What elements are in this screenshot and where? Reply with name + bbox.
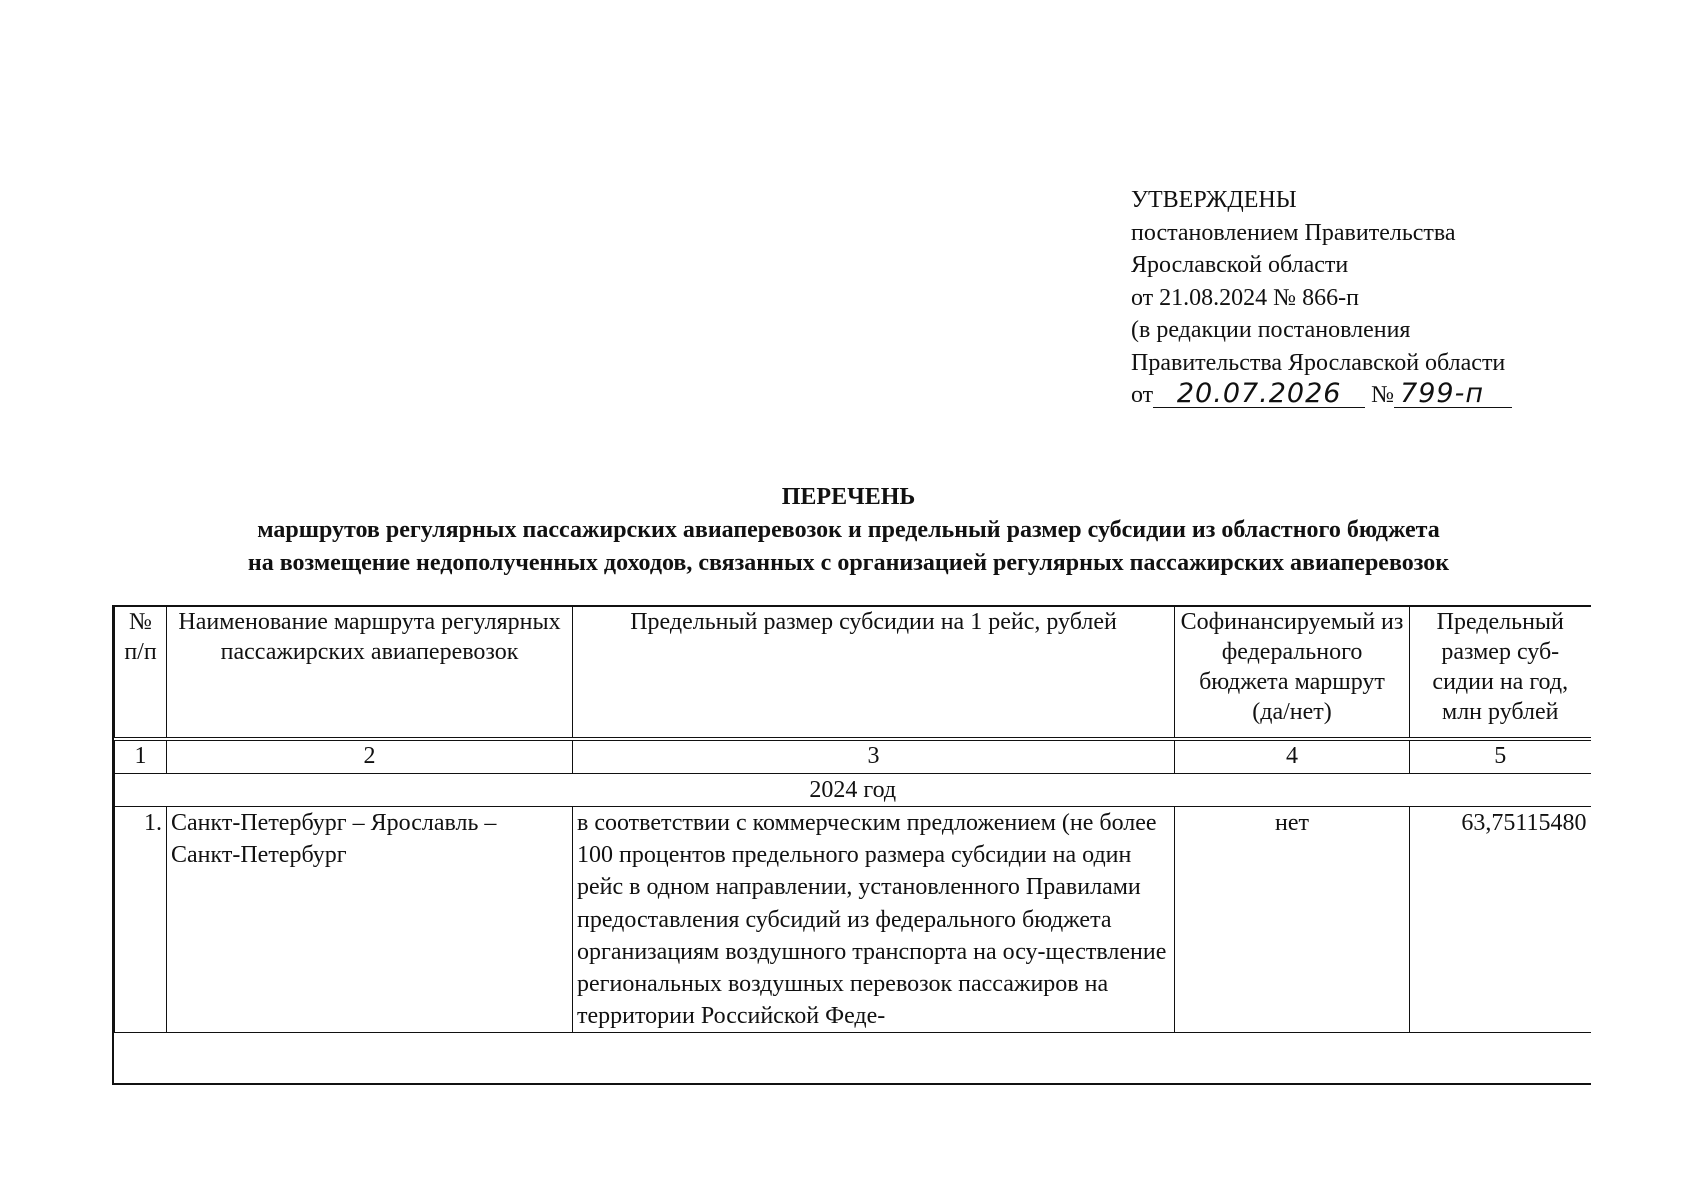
header-subsidy-per-flight: Предельный размер субсидии на 1 рейс, рублей <box>573 606 1175 739</box>
number-sign: № <box>1371 382 1395 408</box>
header-route: Наименование маршрута регулярных пассажирских авиаперевозок <box>167 606 573 739</box>
approval-line: (в редакции постановления <box>1131 317 1411 343</box>
header-number: № п/п <box>115 606 167 739</box>
subsidy-per-flight: в соответствии с коммерческим предложением (не более 100 процентов предельного размера субсидии на один рейс в одном направлении, установленного Правилами предоставления субсидий из федерального бюджета организациям воздушного транспорта на осу-ществление региональных воздушных перевозок пассажиров на территории Российской Феде- <box>573 807 1175 1033</box>
column-number: 1 <box>115 739 167 774</box>
from-prefix: от <box>1131 382 1154 408</box>
federal-cofinanced: нет <box>1175 807 1410 1033</box>
table-row <box>115 807 1592 1033</box>
routes-table-wrap <box>112 605 1591 1085</box>
approval-line: Ярославской области <box>1131 252 1349 278</box>
column-number: 3 <box>573 739 1175 774</box>
year-row <box>115 774 1592 807</box>
column-number: 5 <box>1410 739 1592 774</box>
column-number-row <box>115 739 1592 774</box>
approval-title: УТВЕРЖДЕНЫ <box>1131 187 1297 213</box>
approval-block <box>1131 184 1512 412</box>
column-number: 4 <box>1175 739 1410 774</box>
approval-line: Правительства Ярославской области <box>1131 349 1506 376</box>
routes-table <box>114 605 1591 1033</box>
document-title: ПЕРЕЧЕНЬ <box>781 484 916 510</box>
approval-line: постановлением Правительства <box>1131 219 1456 246</box>
header-federal-cofinanced: Софинансируемый из федерального бюджета маршрут (да/нет) <box>1175 606 1410 739</box>
route-name: Санкт-Петербург – Ярославль – Санкт-Петербург <box>167 807 573 1033</box>
row-number: 1. <box>115 807 167 1033</box>
column-number: 2 <box>167 739 573 774</box>
approval-date-line <box>1131 379 1512 412</box>
handwritten-number: 799-п <box>1394 381 1512 408</box>
document-subtitle: на возмещение недополученных доходов, связанных с организацией регулярных пассажирских авиаперевозок <box>247 550 1450 576</box>
table-header-row <box>115 606 1592 739</box>
handwritten-date: 20.07.2026 <box>1153 381 1365 408</box>
approval-line: от 21.08.2024 № 866-п <box>1131 284 1359 311</box>
document-subtitle: маршрутов регулярных пассажирских авиаперевозок и предельный размер субсидии из областного бюджета <box>257 517 1440 543</box>
annual-limit: 63,75115480 <box>1410 807 1592 1033</box>
year-label: 2024 год <box>115 774 1592 807</box>
document-heading <box>0 481 1697 580</box>
header-annual-limit: Предельный размер суб-сидии на год, млн рублей <box>1410 606 1592 739</box>
